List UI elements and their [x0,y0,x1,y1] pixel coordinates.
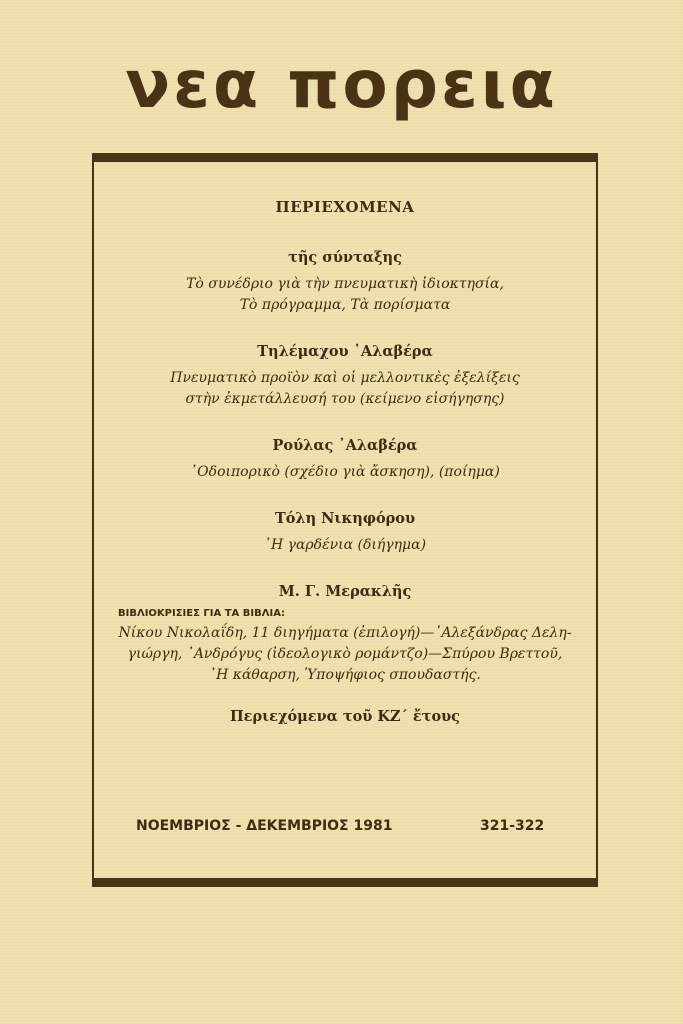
magazine-masthead: νεα πορεια [125,46,558,123]
entry-author: Μ. Γ. Μερακλῆς [278,583,412,600]
entry-title-line: ᾿Οδοιπορικὸ (σχέδιο γιὰ ἄσκηση), (ποίημα) [190,464,500,480]
entry-author: τῆς σύνταξης [288,249,402,266]
bottom-rule [92,878,598,887]
entry-author: Ρούλας ᾿Αλαβέρα [272,437,418,454]
toc-entry-nikiforou [100,510,590,556]
contents-heading: ΠΕΡΙΕΧΟΜΕΝΑ [275,198,415,216]
entry-title-line: Πνευματικὸ προϊὸν καὶ οἱ μελλοντικὲς ἐξελίξεις [170,370,520,386]
toc-entry-alavera-t [100,343,590,410]
entry-title-line: Τὸ πρόγραμμα, Τὰ πορίσματα [239,297,451,313]
issue-number: 321-322 [480,818,545,834]
entry-title-line: ῾Η κάθαρση, Ὑποψήφιος σπουδαστής. [209,667,481,683]
entry-title-line: Νίκου Νικολαΐδη, 11 διηγήματα (ἐπιλογή)—᾿Αλεξάνδρας Δελη- [118,625,572,641]
annual-contents-entry: Περιεχόμενα τοῦ ΚΖ΄ ἔτους [229,708,461,725]
table-of-contents [100,198,590,725]
toc-entry-alavera-r [100,437,590,483]
entry-title-line: ῾Η γαρδένια (διήγημα) [263,537,427,553]
frame-right-border [596,160,598,880]
entry-author: Τηλέμαχου ᾿Αλαβέρα [257,343,433,360]
toc-entry-meraklis [100,583,590,686]
frame-left-border [92,160,94,880]
toc-entry-editorial [100,249,590,316]
book-reviews-label: ΒΙΒΛΙΟΚΡΙΣΙΕΣ ΓΙΑ ΤΑ ΒΙΒΛΙΑ: [118,608,285,619]
top-rule [92,153,598,162]
entry-title-line: στὴν ἐκμετάλλευσή του (κείμενο εἰσήγησης) [185,391,505,407]
entry-title-line: Τὸ συνέδριο γιὰ τὴν πνευματικὴ ἰδιοκτησία, [186,276,504,292]
entry-author: Τόλη Νικηφόρου [274,510,416,527]
entry-title-line: γιώργη, ᾿Ανδρόγυς (ἰδεολογικὸ ρομάντζο)—Σπύρου Βρεττοῦ, [127,646,563,662]
book-reviews-list [100,623,590,686]
issue-date: ΝΟΕΜΒΡΙΟΣ - ΔΕΚΕΜΒΡΙΟΣ 1981 [136,818,393,834]
